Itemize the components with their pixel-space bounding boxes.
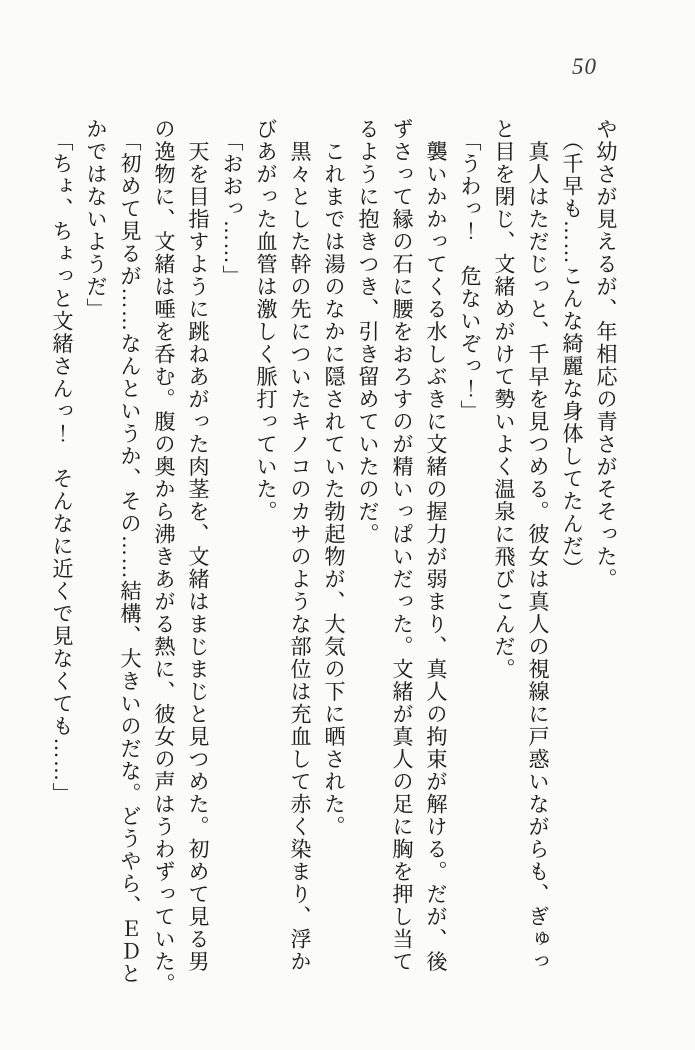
text-line: これまでは湯のなかに隠されていた勃起物が、大気の下に晒された。 bbox=[322, 118, 346, 838]
text-line: 「ちょ、ちょっと文緒さんっ！ そんなに近くで見なくても……」 bbox=[50, 118, 74, 805]
text-line: 襲いかかってくる水しぶきに文緒の握力が弱まり、真人の拘束が解ける。だが、後 bbox=[424, 118, 448, 973]
text-line: かではないようだ」 bbox=[84, 118, 108, 321]
text-line: 「うわっ！ 危ないぞっ！」 bbox=[458, 118, 482, 423]
text-line: と目を閉じ、文緒めがけて勢いよく温泉に飛びこんだ。 bbox=[492, 118, 516, 681]
text-line: （千早も……こんな綺麗な身体してたんだ） bbox=[560, 118, 584, 580]
text-line: ずさって縁の石に腰をおろすのが精いっぱいだった。文緒が真人の足に胸を押し当て bbox=[390, 118, 414, 973]
text-line: 「初めて見るが……なんというか、その……結構、大きいのだな。どうやら、ＥＤと bbox=[118, 118, 142, 985]
text-line: 「おおっ……」 bbox=[220, 118, 244, 288]
text-line: びあがった血管は激しく脈打っていた。 bbox=[254, 118, 278, 523]
text-line: 天を目指すように跳ねあがった肉茎を、文緒はまじまじと見つめた。初めて見る男 bbox=[186, 118, 210, 973]
text-line: や幼さが見えるが、年相応の青さがそそった。 bbox=[594, 118, 618, 591]
body-text bbox=[45, 118, 623, 1002]
page-number: 50 bbox=[572, 54, 597, 79]
text-line: るように抱きつき、引き留めていたのだ。 bbox=[356, 118, 380, 546]
text-line: 黒々とした幹の先についたキノコのカサのような部位は充血して赤く染まり、浮か bbox=[288, 118, 312, 973]
text-line: の逸物に、文緒は唾を呑む。腹の奥から沸きあがる熱に、彼女の声はうわずっていた。 bbox=[152, 118, 176, 996]
text-line: 真人はただじっと、千早を見つめる。彼女は真人の視線に戸惑いながらも、ぎゅっ bbox=[526, 118, 550, 973]
